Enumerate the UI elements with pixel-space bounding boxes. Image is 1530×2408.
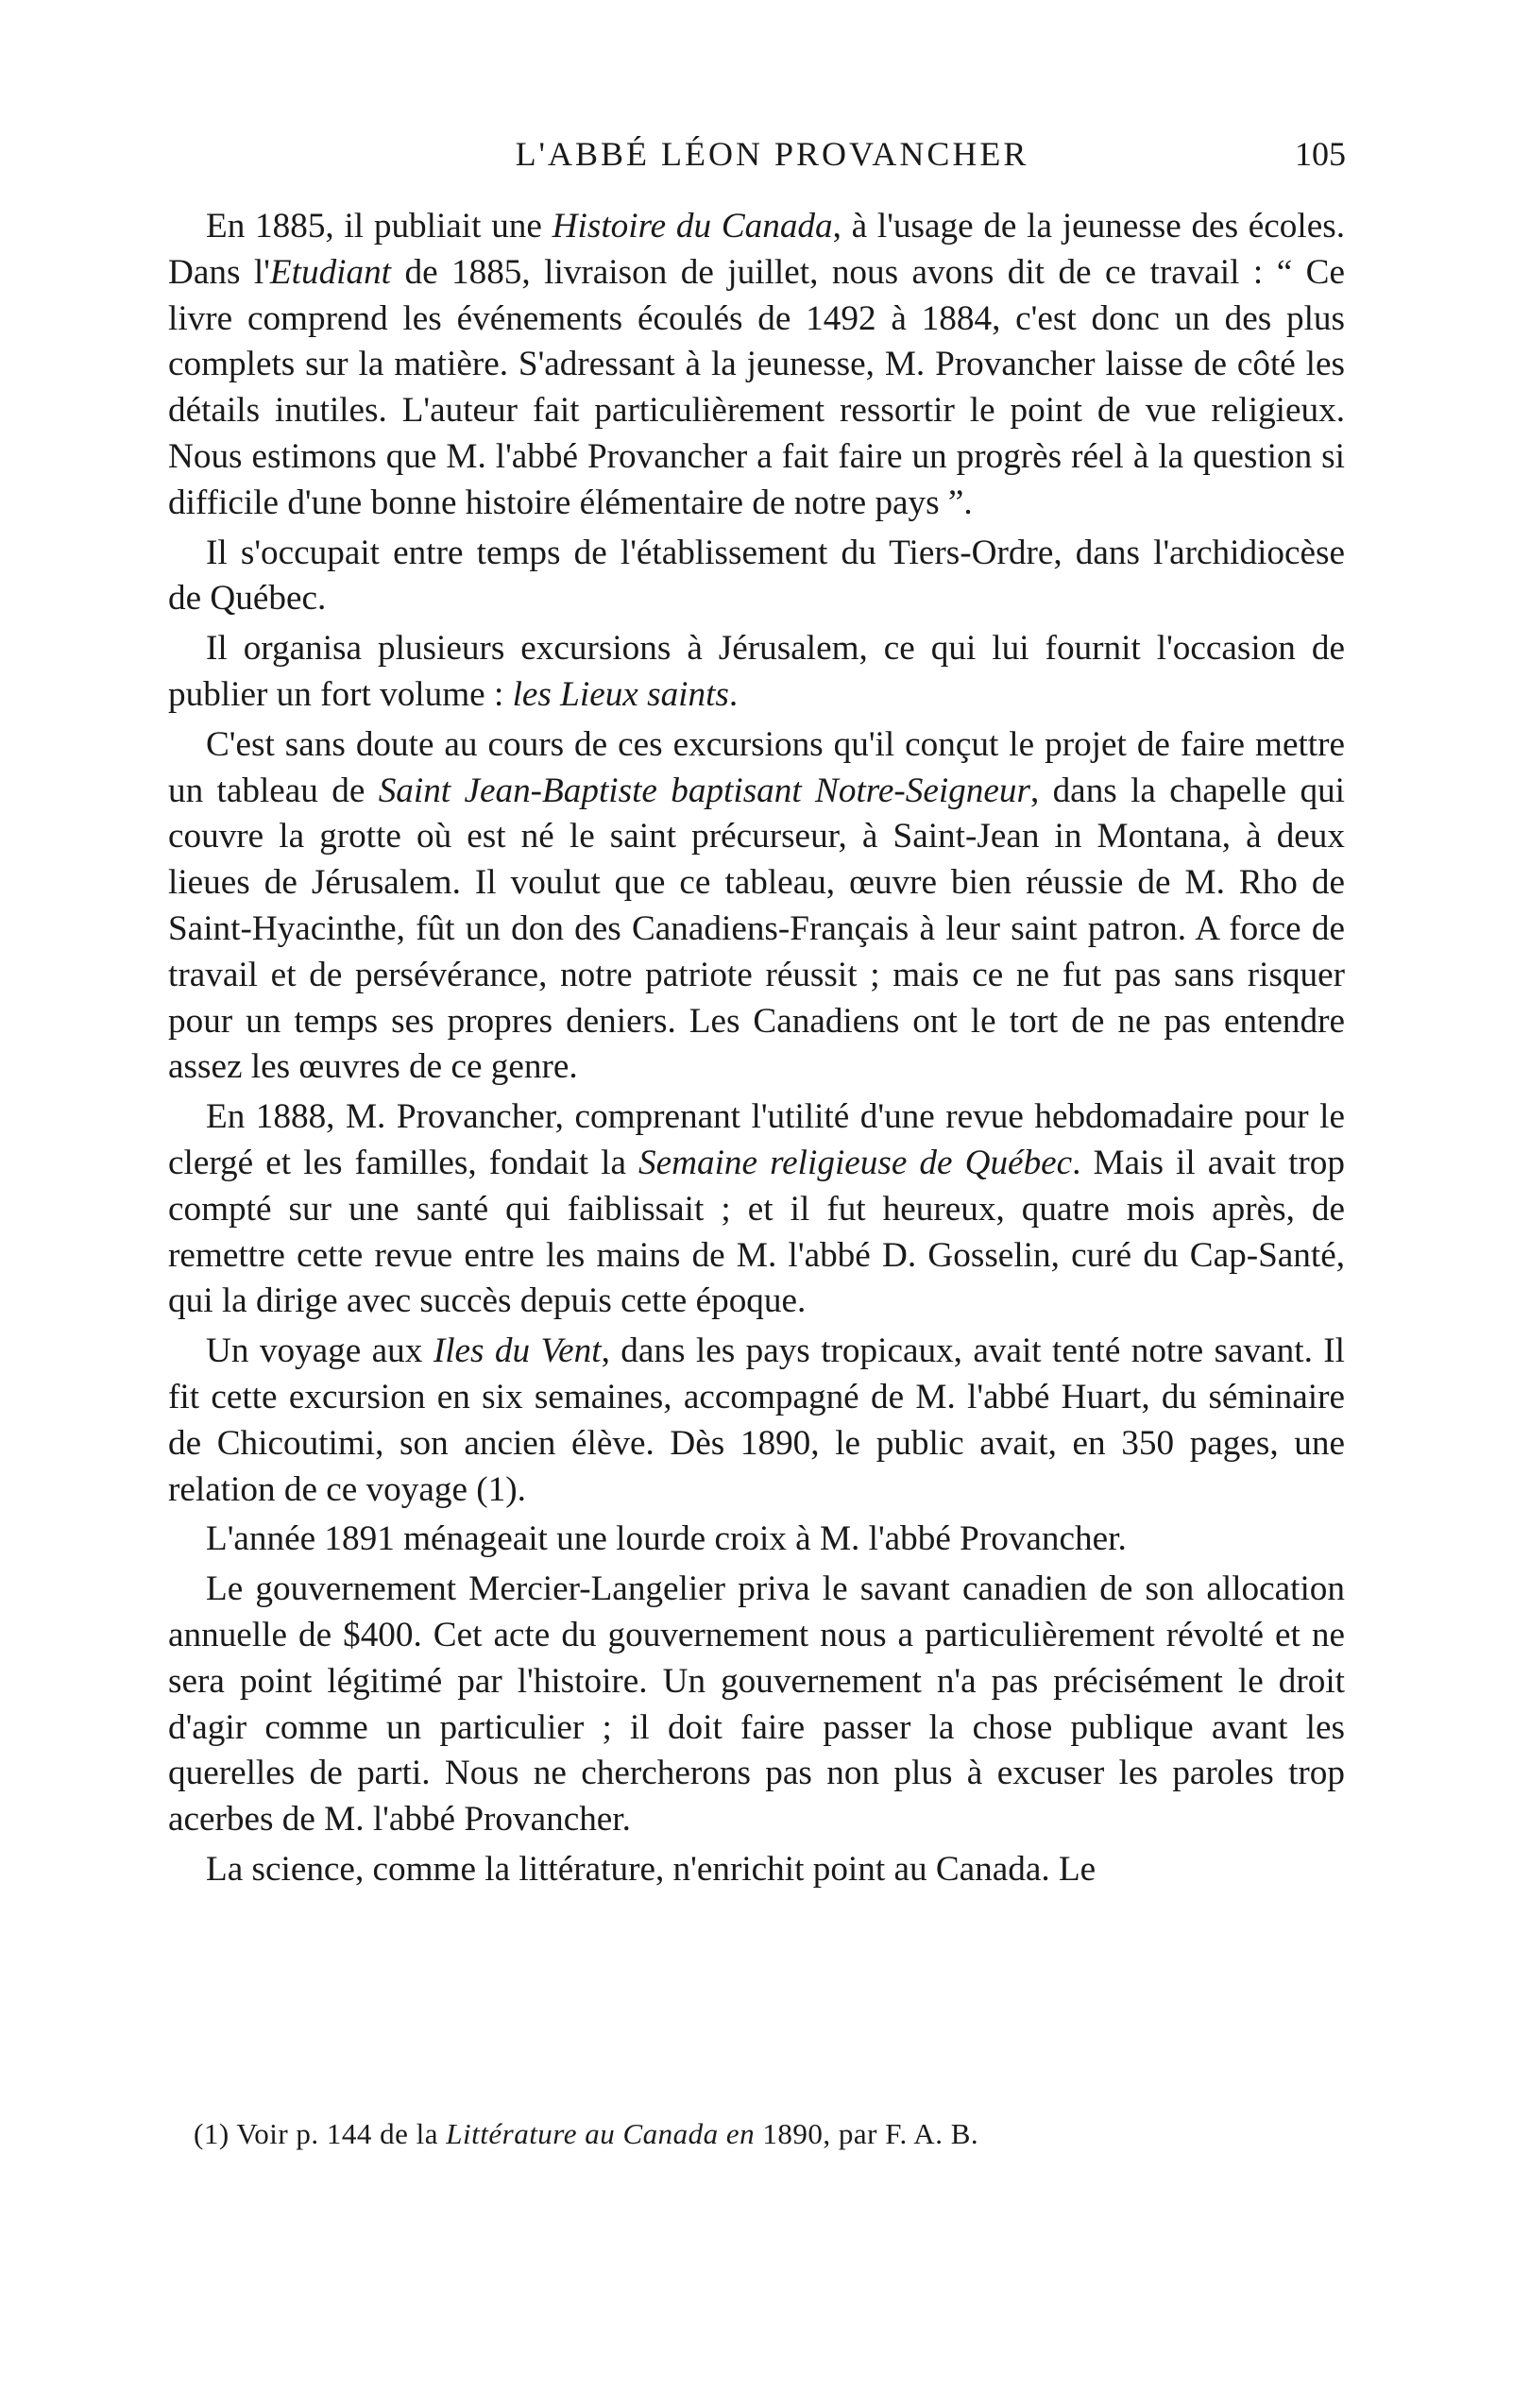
text-run: , dans la chapelle qui couvre la grotte où est né le saint précurseur, à Saint-Jean in Montana, à deux lieues de Jérusalem. Il voulut que ce tableau, œuvre bien réussie de M. Rho de Saint-Hyacinthe, fût un don des Canadiens-Français à leur saint patron. A force de travail et de persévérance, notre patriote réussit ; mais ce ne fut pas sans risquer pour un temps ses propres deniers. Les Canadiens ont le tort de ne pas entendre assez les œuvres de ce genre.	[168, 771, 1346, 1087]
paragraph	[168, 1567, 1345, 1843]
text-run: Le gouvernement Mercier-Langelier priva le savant canadien de son allocation annuelle de $400. Cet acte du gouvernement nous a particulièrement révolté et ne sera point légitimé par l'histoire. Un gouvernement n'a pas précisément le droit d'agir comme un particulier ; il doit faire passer la chose publique avant les querelles de parti. Nous ne chercherons pas non plus à excuser les paroles trop acerbes de M. l'abbé Provancher.	[168, 1569, 1345, 1840]
paragraph	[168, 1329, 1345, 1513]
text-run: (1) Voir p. 144 de la	[194, 2117, 447, 2150]
page-number: 105	[1295, 135, 1346, 173]
text-run: de 1885, livraison de juillet, nous avons dit de ce travail : “ Ce livre comprend les événements écoulés de 1492 à 1884, c'est donc un des plus complets sur la matière. S'adressant à la jeunesse, M. Provancher laisse de côté les détails inutiles. L'auteur fait particulièrement ressortir le point de vue religieux. Nous estimons que M. l'abbé Provancher a fait faire un progrès réel à la question si difficile d'une bonne histoire élémentaire de notre pays ”.	[168, 252, 1345, 522]
paragraph	[168, 1847, 1345, 1893]
text-run: Il s'occupait entre temps de l'établissement du Tiers-Ordre, dans l'archidiocèse de Québec.	[168, 533, 1345, 619]
paragraph	[168, 531, 1345, 623]
italic-text: Saint Jean-Baptiste baptisant Notre-Seigneur	[378, 771, 1030, 810]
text-run: La science, comme la littérature, n'enrichit point au Canada. Le	[206, 1849, 1096, 1889]
text-run: .	[728, 674, 739, 714]
text-run: Un voyage aux	[206, 1331, 434, 1371]
text-run: Il organisa plusieurs excursions à Jérusalem, ce qui lui fournit l'occasion de publier un fort volume :	[168, 629, 1345, 714]
italic-text: Iles du Vent	[433, 1331, 602, 1371]
italic-text: les Lieux saints	[512, 674, 729, 714]
text-run: , à l'usage de la jeunesse des écoles. Dans l'	[168, 207, 1345, 292]
running-head: L'ABBÉ LÉON PROVANCHER	[515, 135, 1029, 173]
paragraph	[168, 1094, 1345, 1325]
text-run: C'est sans doute au cours de ces excursions qu'il conçut le projet de faire mettre un tableau de	[168, 724, 1345, 810]
text-run: . Mais il avait trop compté sur une santé qui faiblissait ; et il fut heureux, quatre mois après, de remettre cette revue entre les mains de M. l'abbé D. Gosselin, curé du Cap-Santé, qui la dirige avec succès depuis cette époque.	[168, 1143, 1345, 1321]
paragraph	[168, 1517, 1345, 1563]
text-run: En 1885, il publiait une	[206, 207, 552, 246]
text-run: 1890, par F. A. B.	[755, 2117, 979, 2150]
italic-text: Littérature au Canada en	[446, 2117, 756, 2150]
paragraph	[168, 722, 1345, 1091]
italic-text: Semaine religieuse de Québec	[638, 1143, 1073, 1182]
footnote	[194, 2115, 1308, 2153]
text-run: En 1888, M. Provancher, comprenant l'utilité d'une revue hebdomadaire pour le clergé et les familles, fondait la	[168, 1097, 1345, 1182]
body-text	[168, 204, 1345, 1893]
text-run: , dans les pays tropicaux, avait tenté notre savant. Il fit cette excursion en six semaines, accompagné de M. l'abbé Huart, du séminaire de Chicoutimi, son ancien élève. Dès 1890, le public avait, en 350 pages, une relation de ce voyage (1).	[168, 1331, 1346, 1509]
text-run: L'année 1891 ménageait une lourde croix à M. l'abbé Provancher.	[206, 1519, 1127, 1559]
italic-text: Etudiant	[269, 252, 392, 292]
page-header	[198, 134, 1346, 191]
paragraph	[168, 626, 1345, 719]
paragraph	[168, 204, 1345, 527]
italic-text: Histoire du Canada	[552, 207, 833, 246]
